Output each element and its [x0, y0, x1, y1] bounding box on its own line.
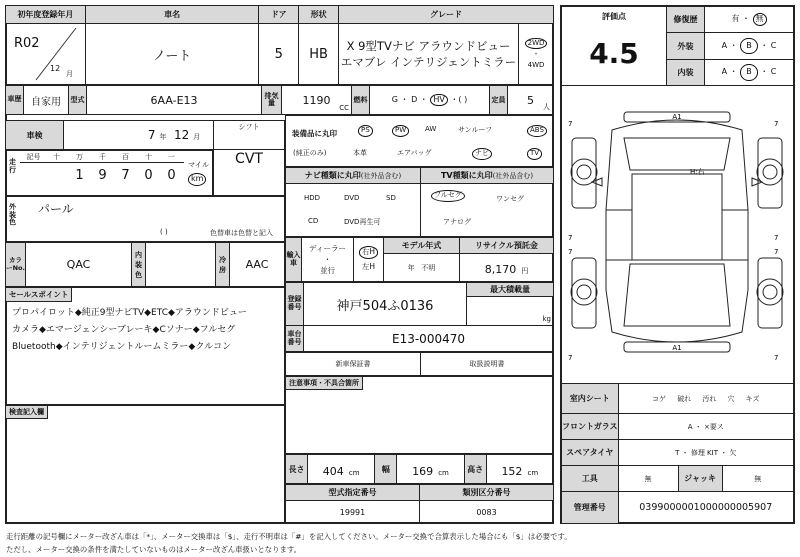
color-note: 色替車は色替と記入: [210, 229, 273, 237]
fuel-g: G: [391, 94, 398, 104]
inspector-box: [5, 405, 285, 524]
interior-c: C: [770, 67, 777, 77]
chassis-value: E13-000470: [304, 326, 554, 352]
displacement-cell: [282, 86, 352, 115]
length-cm: cm: [348, 468, 360, 477]
manual: 取扱説明書: [421, 353, 554, 376]
usage-label: 車歴: [6, 86, 24, 115]
seat-burn: コゲ: [652, 394, 667, 403]
shape-label: 形状: [299, 6, 339, 24]
right-front-fender: [758, 138, 782, 208]
mileage-header-1: 十: [53, 153, 60, 161]
displacement-label: 排気量: [262, 86, 282, 115]
condition-table: [561, 383, 794, 524]
mileage-header-0: 記号: [26, 153, 41, 161]
right-rear-fender: [758, 258, 782, 328]
tools-value: 無: [618, 466, 678, 492]
first-reg-cell: [6, 24, 86, 85]
tools-label: 工具: [562, 466, 619, 492]
repair-yes: 有: [731, 14, 740, 24]
ac-label: 冷房: [216, 243, 230, 287]
warranty-table: [285, 352, 554, 376]
repair-no: 無: [753, 13, 767, 26]
shift-box: [213, 120, 285, 196]
inspection-month: 12: [174, 128, 190, 142]
seat-dirt: 汚れ: [702, 394, 717, 403]
bracket-7: 7: [568, 354, 573, 362]
tv-label: TV種類に丸印: [440, 171, 493, 180]
month-unit: 月: [66, 70, 73, 78]
spare-value: T ・ 修理 KIT ・ 欠: [618, 440, 793, 466]
car-name-label: 車名: [85, 6, 258, 24]
length-cell: [308, 455, 375, 484]
shift-label: シフト: [238, 123, 260, 131]
repair-dot: ・: [742, 14, 750, 24]
km-label: km: [188, 173, 206, 186]
mileage-label: 走行: [9, 158, 16, 175]
repair-label: 修復歴: [667, 7, 705, 33]
first-reg-label: 初年度登録年月: [6, 6, 86, 24]
score-value: 4.5: [589, 37, 639, 70]
car-trunk: [624, 264, 730, 326]
steering-left: 左H: [361, 261, 376, 271]
mileage-divider: [20, 162, 184, 163]
seat-cell: [618, 384, 793, 414]
max-load-label: 最大積載量: [467, 283, 554, 297]
mileage-digit-6: 0: [167, 168, 176, 183]
equip-3: サンルーフ: [458, 126, 493, 134]
equip-0: PS: [358, 125, 373, 137]
recycle-cell: [460, 254, 554, 282]
seat-tear: 破れ: [677, 394, 692, 403]
dealer-label: ディーラー: [309, 243, 346, 253]
repair-cell: [705, 7, 794, 33]
length-label: 長さ: [286, 455, 308, 484]
sales-points-label: セールスポイント: [6, 288, 72, 302]
jack-value: 無: [722, 466, 793, 492]
equipment-box: [285, 115, 554, 167]
bracket-4: 7: [774, 234, 779, 242]
tv-sub: (社外品含む): [492, 172, 534, 180]
mark-a1-front: A1: [672, 113, 682, 121]
navi-sd: SD: [386, 194, 396, 202]
person-unit: 人: [543, 103, 550, 111]
equip2-1: エアバッグ: [397, 149, 432, 157]
max-load-kg: kg: [467, 297, 554, 326]
color-no-label: カラーNo.: [6, 243, 26, 287]
navi-tv-table: [285, 167, 554, 237]
color-no-value: QAC: [26, 243, 132, 287]
grade-line-1: X 9型TVナビ アラウンドビュー: [346, 38, 511, 53]
diagonal-line: [6, 24, 85, 84]
management-label: 管理番号: [562, 492, 619, 524]
mile-label: マイル: [188, 161, 209, 169]
fuel-label: 燃料: [352, 86, 370, 115]
sales-point-2: カメラ◆エマージェンシーブレーキ◆Cソナー◆フルセグ: [12, 325, 236, 335]
car-hood: [624, 138, 730, 170]
sales-point-1: プロパイロット◆純正9型ナビTV◆ETC◆アラウンドビュー: [12, 308, 247, 318]
interior-color-value: [146, 243, 216, 287]
score-cell: [562, 7, 667, 86]
bracket-3: 7: [568, 234, 573, 242]
interior-label: 内装: [667, 60, 705, 86]
equip2-2: ナビ: [472, 148, 492, 160]
model-year-unknown: 不明: [421, 263, 436, 272]
fuel-d: D: [411, 94, 418, 104]
wheel-rr: [757, 279, 783, 305]
steering-right: 右H: [359, 246, 378, 258]
windshield-value: A ・ ×要ス: [618, 414, 793, 440]
mileage-digit-5: 0: [144, 168, 153, 183]
interior-a: A: [721, 67, 728, 77]
left-front-fender: [572, 138, 596, 208]
exterior-b: B: [740, 38, 758, 55]
car-diagram: [562, 90, 793, 375]
drive-cell: [519, 24, 554, 85]
width-value: 169: [412, 464, 434, 478]
wheel-lr: [571, 279, 597, 305]
bracket-2: 7: [774, 120, 779, 128]
drive-4wd: 4WD: [527, 60, 545, 69]
tv-header: [421, 168, 554, 184]
jack-label: ジャッキ: [678, 466, 722, 492]
mileage-digit-2: 1: [75, 168, 84, 183]
navi-label: ナビ種類に丸印: [304, 171, 361, 180]
score-label: 評価点: [602, 12, 626, 21]
door-count: 5: [259, 24, 299, 85]
dealer-dot: ・: [323, 254, 332, 264]
color-label: 外装色: [9, 203, 16, 227]
registration-label: 登録番号: [286, 283, 304, 326]
seat-label: 室内シート: [562, 384, 619, 414]
seat-scratch: キズ: [745, 394, 760, 403]
type-number-label: 型式指定番号: [286, 485, 420, 501]
tv-oneseg: ワンセグ: [496, 195, 524, 203]
tv-cell: [421, 184, 554, 237]
notes-label: 注意事項・不具合箇所: [286, 377, 363, 390]
management-value: 0399000001000000005907: [618, 492, 793, 524]
bracket-5: 7: [568, 248, 573, 256]
height-value: 152: [501, 464, 523, 478]
bracket-1: 7: [568, 120, 573, 128]
registration-value: 神戸504ふ0136: [304, 283, 467, 326]
exterior-label: 外装: [667, 33, 705, 60]
mileage-header-2: 万: [76, 153, 83, 161]
cc-unit: CC: [339, 104, 349, 112]
dims-table: [285, 454, 554, 484]
interior-grade: A ・ B ・ C: [705, 60, 794, 86]
import-label: 輸入車: [286, 238, 302, 282]
mileage-header-3: 千: [99, 153, 106, 161]
drive-2wd: 2WD: [525, 38, 548, 50]
mileage-header-5: 十: [145, 153, 152, 161]
height-cell: [486, 455, 553, 484]
interior-color-label: 内装色: [132, 243, 146, 287]
recycle-value: 8,170: [484, 263, 517, 276]
navi-hdd: HDD: [304, 194, 321, 202]
exterior-a: A: [721, 40, 728, 50]
left-rear-fender: [572, 258, 596, 328]
navi-cell: [286, 184, 421, 237]
windshield-label: フロントガラス: [562, 414, 619, 440]
capacity-cell: [508, 86, 554, 115]
inspector-label: 検査記入欄: [6, 406, 48, 419]
chassis-label: 車台番号: [286, 326, 304, 352]
car-name: ノート: [85, 24, 258, 85]
mileage-digit-3: 9: [98, 168, 107, 183]
parallel-label: 並行: [320, 266, 335, 276]
mark-h-right: H:右: [690, 168, 705, 176]
model-year-label: モデル年式: [384, 238, 460, 254]
exterior-c: C: [770, 40, 777, 50]
footer-line-1: 走行距離の記号欄にメーター改ざん車は「*」、メーター交換車は「$」、走行不明車は「#」を記入してください。メーター交換で合算表示した場合にも「$」は必要です。: [6, 532, 572, 541]
inspection-month-unit: 月: [193, 133, 201, 141]
inspection-year: 7: [147, 128, 156, 142]
inspection-label: 車検: [6, 121, 64, 150]
recycle-label: リサイクル預託金: [460, 238, 554, 254]
equip-4: ABS: [527, 125, 547, 137]
type-number-table: [285, 484, 554, 524]
height-cm: cm: [527, 468, 539, 477]
navi-dvd-play: DVD再生可: [344, 218, 381, 226]
bracket-8: 7: [774, 354, 779, 362]
usage-value: 自家用: [24, 86, 69, 115]
equipment-sub: (純正のみ): [293, 149, 327, 157]
seat-hole: 穴: [727, 394, 735, 403]
equip2-0: 本革: [353, 149, 367, 157]
row2-table: [5, 85, 554, 115]
recycle-unit: 円: [521, 267, 529, 275]
steering-cell: [354, 238, 384, 282]
class-number-value: 0083: [420, 501, 554, 524]
ac-value: AAC: [230, 243, 285, 287]
equip-2: AW: [425, 125, 437, 133]
navi-sub: (社外品含む): [360, 172, 402, 180]
first-reg-era: R02: [14, 36, 40, 51]
width-cm: cm: [438, 468, 449, 477]
mileage-header-4: 百: [122, 153, 129, 161]
model-label: 型式: [69, 86, 87, 115]
shift-value: CVT: [235, 151, 263, 167]
width-cell: [397, 455, 464, 484]
bracket-6: 7: [774, 248, 779, 256]
tv-fullseg: フルセグ: [431, 190, 465, 202]
fuel-cell: G ・ D ・ HV ・( ): [370, 86, 490, 115]
width-label: 幅: [375, 455, 397, 484]
first-reg-month: 12: [50, 64, 61, 73]
sales-point-3: Bluetooth◆インテリジェントルームミラー◆クルコン: [12, 342, 232, 352]
tv-analog: アナログ: [443, 218, 471, 226]
footer-line-2: ただし、メーター交換の条件を満たしていないものはメーター改ざん車扱いとなります。: [6, 545, 302, 554]
mileage-header-6: 一: [168, 153, 175, 161]
grade-line-2: エマブレ インテリジェントミラー: [340, 55, 517, 69]
body-shape: HB: [299, 24, 339, 85]
grade-cell: [339, 24, 519, 85]
dealer-cell: [302, 238, 354, 282]
equipment-label: 装備品に丸印: [292, 129, 337, 138]
type-number-value: 19991: [286, 501, 420, 524]
navi-header: [286, 168, 421, 184]
inspection-year-unit: 年: [159, 133, 167, 141]
height-label: 高さ: [464, 455, 486, 484]
score-table: [561, 6, 794, 86]
color-paren: ( ): [160, 228, 168, 236]
equip-1: PW: [392, 125, 409, 137]
navi-cd: CD: [308, 217, 319, 225]
capacity-value: 5: [527, 93, 534, 107]
registration-table: [285, 282, 554, 352]
header-table: [5, 5, 554, 85]
colorno-table: [5, 242, 285, 287]
class-number-label: 類別区分番号: [420, 485, 554, 501]
exterior-grade: A ・ B ・ C: [705, 33, 794, 60]
length-value: 404: [322, 464, 344, 478]
fuel-paren: ・( ): [450, 94, 468, 104]
fuel-hv: HV: [430, 94, 448, 107]
model-year-unit: 年: [407, 263, 415, 272]
equip2-3: TV: [527, 148, 542, 160]
new-warranty: 新車保証書: [286, 353, 421, 376]
capacity-label: 定員: [490, 86, 508, 115]
color-value: パール: [38, 202, 74, 216]
mark-a1-rear: A1: [672, 344, 682, 352]
grade-label: グレード: [339, 6, 554, 24]
navi-dvd: DVD: [344, 194, 360, 202]
model-value: 6AA-E13: [87, 86, 262, 115]
import-table: [285, 237, 554, 282]
interior-b: B: [740, 64, 758, 81]
displacement-value: 1190: [302, 93, 331, 107]
model-year-cell: [384, 254, 460, 282]
door-label: ドア: [259, 6, 299, 24]
car-roof: [632, 174, 722, 260]
mileage-digit-4: 7: [121, 168, 130, 183]
drive-dot: ・: [532, 50, 540, 59]
spare-label: スペアタイヤ: [562, 440, 619, 466]
